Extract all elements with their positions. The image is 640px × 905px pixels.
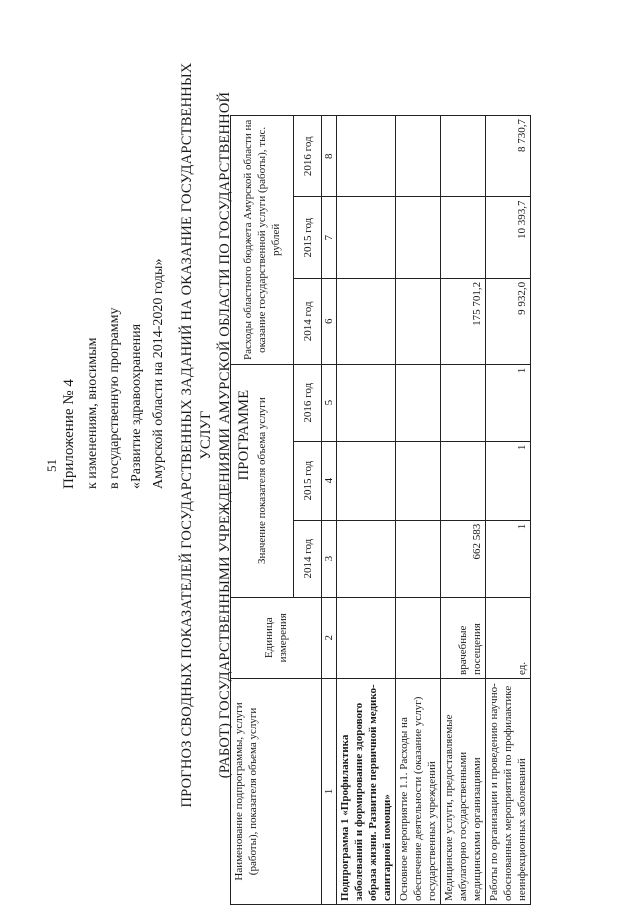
header-year: 2014 год (294, 520, 322, 597)
row-name: Подпрограмма 1 «Профилактика заболеваний и формирование здорового образа жизни. Развитие первичной медико-санитарной помощи» (337, 678, 396, 904)
table-row (337, 116, 396, 905)
column-number: 4 (322, 441, 337, 520)
row-value: 10 393,7 (486, 197, 531, 278)
table-row (486, 116, 531, 905)
row-value (396, 197, 441, 278)
appendix-title: Приложение № 4 (61, 379, 77, 489)
column-number-row (322, 116, 337, 905)
row-value: 8 730,7 (486, 116, 531, 197)
row-value (396, 116, 441, 197)
header-year: 2016 год (294, 116, 322, 197)
row-unit: ед. (486, 597, 531, 678)
row-name: Работы по организации и проведению научно-обоснованных мероприятий по профилактике неинфекционных заболеваний (486, 678, 531, 904)
column-number: 3 (322, 520, 337, 597)
column-number: 6 (322, 278, 337, 364)
row-unit: врачебные посещения (441, 597, 486, 678)
header-year: 2016 год (294, 364, 322, 441)
row-name: Медицинские услуги, предоставляемые амбулаторно государственными медицинскими организациями (441, 678, 486, 904)
row-value: 9 932,0 (486, 278, 531, 364)
row-value (337, 364, 396, 441)
column-number: 8 (322, 116, 337, 197)
row-value (441, 441, 486, 520)
row-value (337, 116, 396, 197)
appendix-line: в государственную программу (107, 307, 122, 489)
header-unit: Единица измерения (231, 597, 322, 678)
document-title-line: (РАБОТ) ГОСУДАРСТВЕННЫМИ УЧРЕЖДЕНИЯМИ АМУРСКОЙ ОБЛАСТИ ПО ГОСУДАРСТВЕННОЙ ПРОГРАММЕ (217, 91, 252, 779)
column-number: 5 (322, 364, 337, 441)
row-value: 1 (486, 441, 531, 520)
row-value (441, 197, 486, 278)
row-unit (396, 597, 441, 678)
column-number: 7 (322, 197, 337, 278)
row-value (396, 520, 441, 597)
document-title-line: ПРОГНОЗ СВОДНЫХ ПОКАЗАТЕЛЕЙ ГОСУДАРСТВЕННЫХ ЗАДАНИЙ НА ОКАЗАНИЕ ГОСУДАРСТВЕННЫХ УСЛУГ (179, 62, 214, 808)
page-number: 51 (44, 459, 59, 472)
header-year: 2014 год (294, 278, 322, 364)
row-value: 1 (486, 520, 531, 597)
row-value (396, 441, 441, 520)
column-number: 2 (322, 597, 337, 678)
row-unit (337, 597, 396, 678)
appendix-line: Амурской области на 2014-2020 годы» (151, 258, 166, 489)
header-name: Наименование подпрограммы, услуги (работы), показателя объема услуги (231, 678, 322, 904)
table-row (396, 116, 441, 905)
row-name: Основное мероприятие 1.1. Расходы на обеспечение деятельности (оказание услуг) государственных учреждений (396, 678, 441, 904)
header-row (231, 116, 294, 905)
row-value (337, 197, 396, 278)
appendix-line: к изменениям, вносимым (85, 337, 100, 489)
row-value (337, 520, 396, 597)
row-value (396, 364, 441, 441)
header-budget-group: Расходы областного бюджета Амурской области на оказание государственной услуги (работы), тыс. рублей (231, 116, 294, 365)
table-row (441, 116, 486, 905)
row-value (396, 278, 441, 364)
header-volume-group: Значение показателя объема услуги (231, 364, 294, 597)
row-value: 1 (486, 364, 531, 441)
row-value (441, 116, 486, 197)
row-value (441, 364, 486, 441)
appendix-line: «Развитие здравоохранения (129, 323, 144, 489)
header-year: 2015 год (294, 197, 322, 278)
forecast-table (230, 115, 531, 905)
row-value (337, 441, 396, 520)
row-value (337, 278, 396, 364)
column-number: 1 (322, 678, 337, 904)
row-value: 662 583 (441, 520, 486, 597)
appendix-block (58, 259, 170, 489)
header-year: 2015 год (294, 441, 322, 520)
row-value: 175 701,2 (441, 278, 486, 364)
